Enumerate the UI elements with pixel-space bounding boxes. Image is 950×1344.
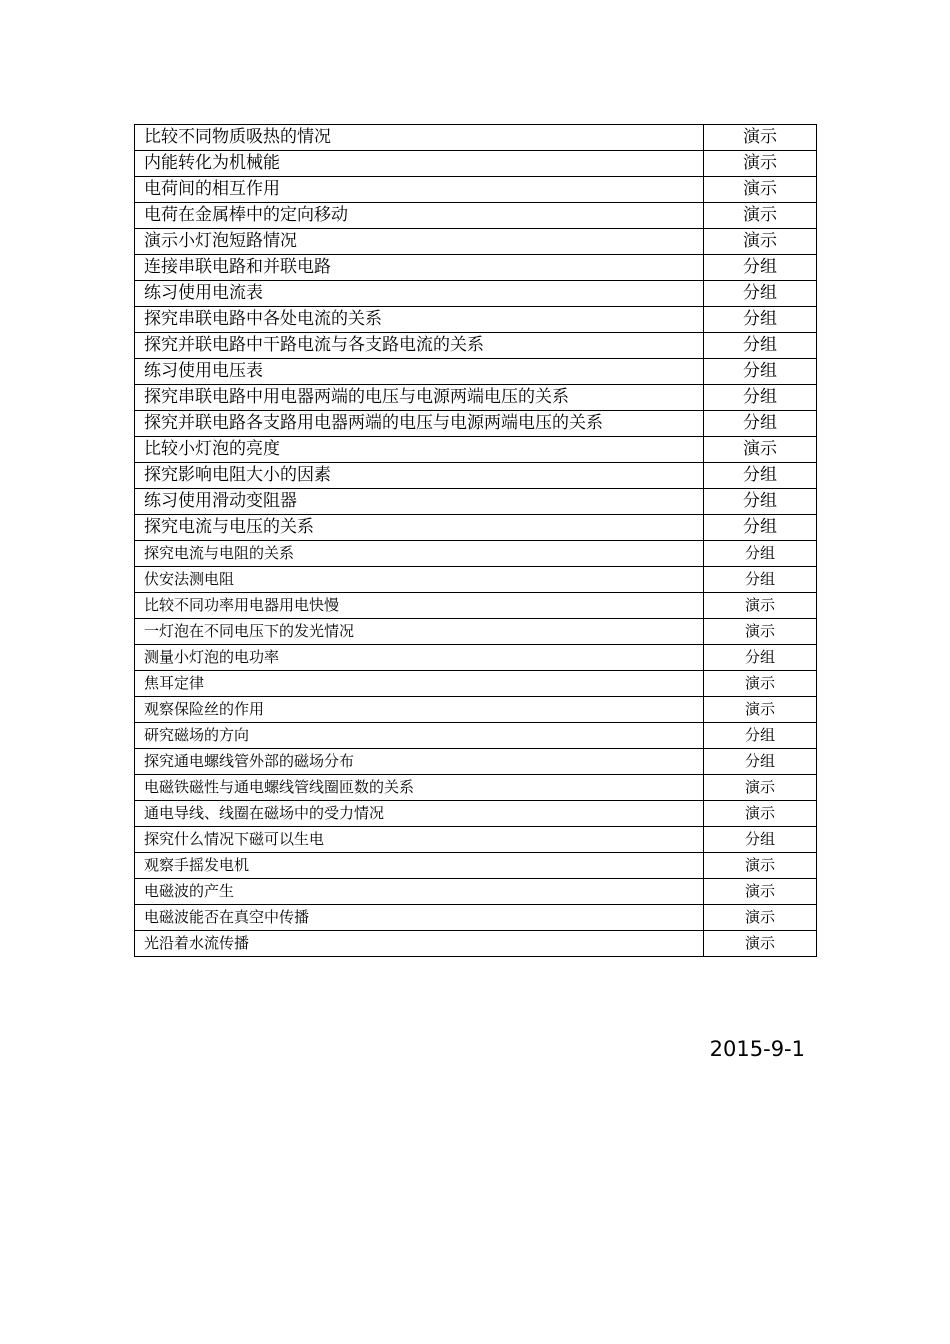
- experiment-name-cell: 电磁铁磁性与通电螺线管线圈匝数的关系: [135, 775, 704, 801]
- experiment-type-cell: 演示: [704, 437, 817, 463]
- experiment-type-cell: 分组: [704, 827, 817, 853]
- table-row: [135, 125, 817, 151]
- experiment-type-cell: 分组: [704, 359, 817, 385]
- experiment-type-cell: 分组: [704, 645, 817, 671]
- table-row: [135, 333, 817, 359]
- experiment-type-cell: 分组: [704, 281, 817, 307]
- table-row: [135, 281, 817, 307]
- experiment-type-cell: 演示: [704, 229, 817, 255]
- experiment-table: [134, 124, 817, 957]
- table-row: [135, 541, 817, 567]
- table-row: [135, 697, 817, 723]
- experiment-name-cell: 比较小灯泡的亮度: [135, 437, 704, 463]
- experiment-name-cell: 通电导线、线圈在磁场中的受力情况: [135, 801, 704, 827]
- experiment-type-cell: 演示: [704, 905, 817, 931]
- footer-date: 2015-9-1: [709, 1037, 805, 1061]
- table-row: [135, 853, 817, 879]
- experiment-type-cell: 分组: [704, 489, 817, 515]
- table-row: [135, 749, 817, 775]
- table-row: [135, 931, 817, 957]
- experiment-name-cell: 观察保险丝的作用: [135, 697, 704, 723]
- experiment-name-cell: 比较不同功率用电器用电快慢: [135, 593, 704, 619]
- experiment-type-cell: 演示: [704, 931, 817, 957]
- experiment-name-cell: 连接串联电路和并联电路: [135, 255, 704, 281]
- experiment-type-cell: 演示: [704, 593, 817, 619]
- experiment-type-cell: 演示: [704, 125, 817, 151]
- table-row: [135, 229, 817, 255]
- table-row: [135, 385, 817, 411]
- experiment-type-cell: 演示: [704, 775, 817, 801]
- experiment-type-cell: 演示: [704, 151, 817, 177]
- table-row: [135, 593, 817, 619]
- table-row: [135, 801, 817, 827]
- experiment-name-cell: 探究电流与电压的关系: [135, 515, 704, 541]
- experiment-name-cell: 比较不同物质吸热的情况: [135, 125, 704, 151]
- experiment-name-cell: 探究什么情况下磁可以生电: [135, 827, 704, 853]
- table-row: [135, 905, 817, 931]
- experiment-name-cell: 探究通电螺线管外部的磁场分布: [135, 749, 704, 775]
- table-row: [135, 411, 817, 437]
- table-row: [135, 489, 817, 515]
- experiment-name-cell: 电荷在金属棒中的定向移动: [135, 203, 704, 229]
- experiment-name-cell: 伏安法测电阻: [135, 567, 704, 593]
- experiment-name-cell: 探究电流与电阻的关系: [135, 541, 704, 567]
- experiment-type-cell: 分组: [704, 307, 817, 333]
- table-row: [135, 151, 817, 177]
- experiment-name-cell: 研究磁场的方向: [135, 723, 704, 749]
- experiment-name-cell: 电荷间的相互作用: [135, 177, 704, 203]
- experiment-name-cell: 测量小灯泡的电功率: [135, 645, 704, 671]
- experiment-type-cell: 分组: [704, 541, 817, 567]
- experiment-name-cell: 观察手摇发电机: [135, 853, 704, 879]
- experiment-name-cell: 探究影响电阻大小的因素: [135, 463, 704, 489]
- experiment-type-cell: 演示: [704, 203, 817, 229]
- experiment-type-cell: 演示: [704, 697, 817, 723]
- experiment-name-cell: 内能转化为机械能: [135, 151, 704, 177]
- experiment-type-cell: 分组: [704, 515, 817, 541]
- experiment-name-cell: 电磁波的产生: [135, 879, 704, 905]
- table-row: [135, 879, 817, 905]
- table-row: [135, 203, 817, 229]
- experiment-name-cell: 练习使用电流表: [135, 281, 704, 307]
- experiment-name-cell: 一灯泡在不同电压下的发光情况: [135, 619, 704, 645]
- experiment-type-cell: 分组: [704, 463, 817, 489]
- experiment-type-cell: 分组: [704, 411, 817, 437]
- table-row: [135, 437, 817, 463]
- experiment-name-cell: 探究串联电路中用电器两端的电压与电源两端电压的关系: [135, 385, 704, 411]
- table-row: [135, 177, 817, 203]
- experiment-type-cell: 演示: [704, 671, 817, 697]
- experiment-type-cell: 演示: [704, 801, 817, 827]
- table-row: [135, 567, 817, 593]
- table-row: [135, 307, 817, 333]
- experiment-type-cell: 分组: [704, 567, 817, 593]
- experiment-name-cell: 焦耳定律: [135, 671, 704, 697]
- experiment-name-cell: 探究串联电路中各处电流的关系: [135, 307, 704, 333]
- experiment-type-cell: 分组: [704, 333, 817, 359]
- table-row: [135, 359, 817, 385]
- experiment-type-cell: 演示: [704, 177, 817, 203]
- experiment-type-cell: 分组: [704, 255, 817, 281]
- experiment-type-cell: 分组: [704, 749, 817, 775]
- experiment-type-cell: 演示: [704, 619, 817, 645]
- table-row: [135, 775, 817, 801]
- experiment-name-cell: 练习使用滑动变阻器: [135, 489, 704, 515]
- experiment-type-cell: 演示: [704, 879, 817, 905]
- experiment-name-cell: 演示小灯泡短路情况: [135, 229, 704, 255]
- experiment-type-cell: 分组: [704, 723, 817, 749]
- table-row: [135, 619, 817, 645]
- experiment-name-cell: 探究并联电路中干路电流与各支路电流的关系: [135, 333, 704, 359]
- table-body: [135, 125, 817, 957]
- experiment-name-cell: 光沿着水流传播: [135, 931, 704, 957]
- experiment-type-cell: 分组: [704, 385, 817, 411]
- table-row: [135, 645, 817, 671]
- experiment-type-cell: 演示: [704, 853, 817, 879]
- experiment-name-cell: 电磁波能否在真空中传播: [135, 905, 704, 931]
- table-row: [135, 723, 817, 749]
- experiment-name-cell: 探究并联电路各支路用电器两端的电压与电源两端电压的关系: [135, 411, 704, 437]
- table-row: [135, 255, 817, 281]
- table-row: [135, 515, 817, 541]
- table-row: [135, 463, 817, 489]
- table-row: [135, 671, 817, 697]
- experiment-name-cell: 练习使用电压表: [135, 359, 704, 385]
- table-row: [135, 827, 817, 853]
